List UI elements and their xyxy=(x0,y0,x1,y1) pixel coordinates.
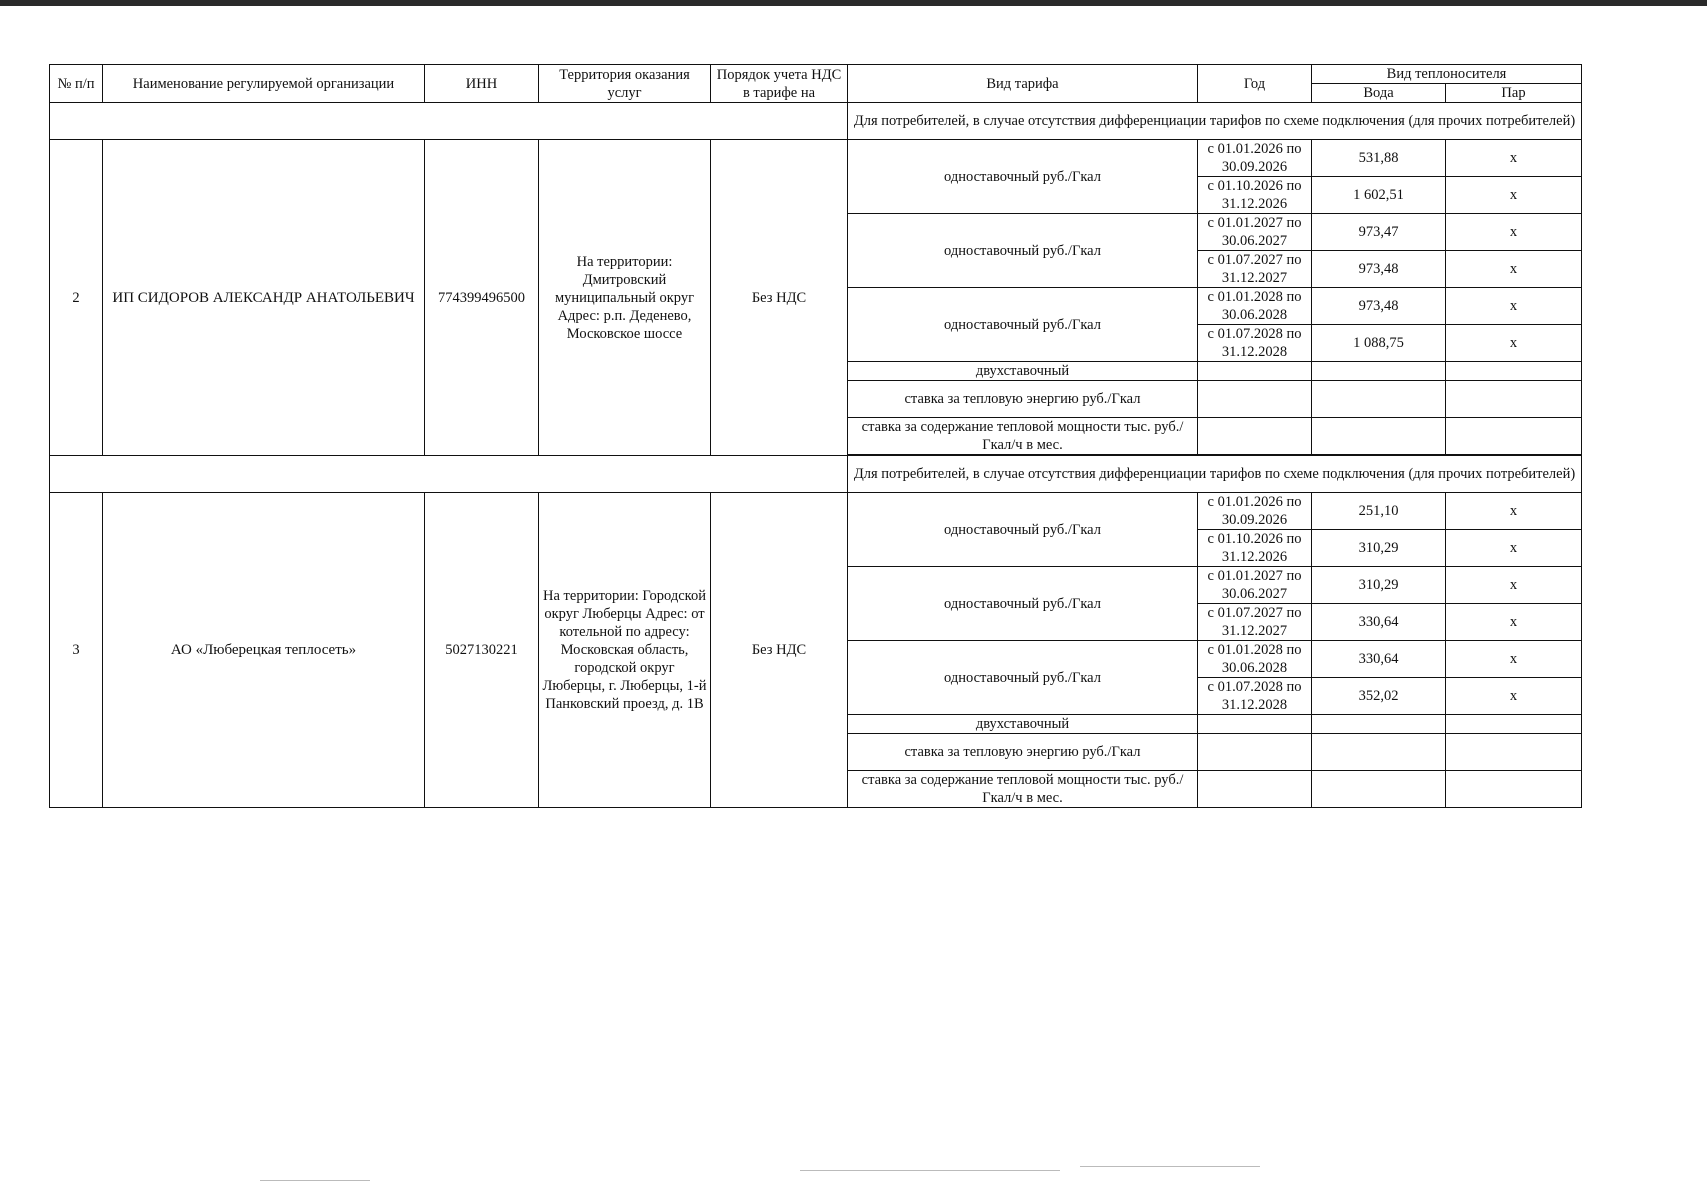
period-year: с 01.01.2027 по 30.06.2027 xyxy=(1198,214,1312,251)
empty-cell xyxy=(1446,715,1582,734)
tariff-table xyxy=(49,64,1582,808)
scan-top-edge xyxy=(0,0,1707,6)
water-value: 352,02 xyxy=(1312,678,1446,715)
org-num: 2 xyxy=(50,140,103,456)
section-row xyxy=(50,103,1582,140)
org-num: 3 xyxy=(50,493,103,808)
org-vat: Без НДС xyxy=(711,140,848,456)
org-territory: На территории: Городской округ Люберцы Адрес: от котельной по адресу: Московская область, городской округ Люберцы, г. Люберцы, 1-й Панковский проезд, д. 1В xyxy=(539,493,711,808)
empty-cell xyxy=(1446,771,1582,808)
table-header-row xyxy=(50,65,1582,84)
period-year: с 01.10.2026 по 31.12.2026 xyxy=(1198,177,1312,214)
org-vat: Без НДС xyxy=(711,493,848,808)
tariff-type-two-rate: двухставочный xyxy=(848,715,1198,734)
tariff-type-two-rate: двухставочный xyxy=(848,362,1198,381)
empty-cell xyxy=(1446,362,1582,381)
org-inn: 5027130221 xyxy=(425,493,539,808)
steam-value: х xyxy=(1446,567,1582,604)
period-year: с 01.01.2026 по 30.09.2026 xyxy=(1198,493,1312,530)
empty-cell xyxy=(1312,734,1446,771)
empty-cell xyxy=(1198,734,1312,771)
header-vat: Порядок учета НДС в тарифе на xyxy=(711,65,848,103)
org-territory: На территории: Дмитровский муниципальный округ Адрес: р.п. Деденево, Московское шоссе xyxy=(539,140,711,456)
empty-cell xyxy=(1446,734,1582,771)
tariff-type-one-rate: одноставочный руб./Гкал xyxy=(848,641,1198,715)
period-year: с 01.01.2028 по 30.06.2028 xyxy=(1198,288,1312,325)
water-value: 330,64 xyxy=(1312,641,1446,678)
water-value: 1 088,75 xyxy=(1312,325,1446,362)
tariff-energy-rate: ставка за тепловую энергию руб./Гкал xyxy=(848,734,1198,771)
water-value: 973,48 xyxy=(1312,251,1446,288)
tariff-type-one-rate: одноставочный руб./Гкал xyxy=(848,493,1198,567)
steam-value: х xyxy=(1446,678,1582,715)
steam-value: х xyxy=(1446,177,1582,214)
header-num: № п/п xyxy=(50,65,103,103)
section-row xyxy=(50,456,1582,493)
header-org: Наименование регулируемой организации xyxy=(103,65,425,103)
water-value: 310,29 xyxy=(1312,530,1446,567)
tariff-capacity-rate: ставка за содержание тепловой мощности тыс. руб./Гкал/ч в мес. xyxy=(848,771,1198,808)
header-territory: Территория оказания услуг xyxy=(539,65,711,103)
period-year: с 01.01.2026 по 30.09.2026 xyxy=(1198,140,1312,177)
water-value: 310,29 xyxy=(1312,567,1446,604)
section-label: Для потребителей, в случае отсутствия дифференциации тарифов по схеме подключения (для прочих потребителей) xyxy=(848,456,1582,493)
scan-artifact xyxy=(800,1170,1060,1171)
empty-cell xyxy=(1312,362,1446,381)
steam-value: х xyxy=(1446,288,1582,325)
empty-cell xyxy=(1198,771,1312,808)
header-carrier: Вид теплоносителя xyxy=(1312,65,1582,84)
empty-cell xyxy=(1198,381,1312,418)
tariff-capacity-rate: ставка за содержание тепловой мощности тыс. руб./Гкал/ч в мес. xyxy=(848,418,1198,455)
steam-value: х xyxy=(1446,641,1582,678)
steam-value: х xyxy=(1446,325,1582,362)
water-value: 973,47 xyxy=(1312,214,1446,251)
period-year: с 01.07.2027 по 31.12.2027 xyxy=(1198,251,1312,288)
water-value: 251,10 xyxy=(1312,493,1446,530)
period-year: с 01.07.2028 по 31.12.2028 xyxy=(1198,678,1312,715)
tariff-type-one-rate: одноставочный руб./Гкал xyxy=(848,140,1198,214)
section-blank xyxy=(50,456,848,493)
empty-cell xyxy=(1312,381,1446,418)
header-inn: ИНН xyxy=(425,65,539,103)
empty-cell xyxy=(1312,418,1446,455)
org-name: ИП СИДОРОВ АЛЕКСАНДР АНАТОЛЬЕВИЧ xyxy=(103,140,425,456)
empty-cell xyxy=(1312,715,1446,734)
steam-value: х xyxy=(1446,140,1582,177)
period-year: с 01.07.2028 по 31.12.2028 xyxy=(1198,325,1312,362)
steam-value: х xyxy=(1446,604,1582,641)
header-tariff-type: Вид тарифа xyxy=(848,65,1198,103)
empty-cell xyxy=(1198,418,1312,455)
empty-cell xyxy=(1198,362,1312,381)
header-water: Вода xyxy=(1312,84,1446,103)
tariff-type-one-rate: одноставочный руб./Гкал xyxy=(848,214,1198,288)
table-row xyxy=(50,493,1582,530)
tariff-type-one-rate: одноставочный руб./Гкал xyxy=(848,288,1198,362)
period-year: с 01.01.2028 по 30.06.2028 xyxy=(1198,641,1312,678)
empty-cell xyxy=(1312,771,1446,808)
section-blank xyxy=(50,103,848,140)
period-year: с 01.10.2026 по 31.12.2026 xyxy=(1198,530,1312,567)
steam-value: х xyxy=(1446,214,1582,251)
steam-value: х xyxy=(1446,493,1582,530)
header-year: Год xyxy=(1198,65,1312,103)
section-label: Для потребителей, в случае отсутствия дифференциации тарифов по схеме подключения (для прочих потребителей) xyxy=(848,103,1582,140)
empty-cell xyxy=(1198,715,1312,734)
water-value: 1 602,51 xyxy=(1312,177,1446,214)
period-year: с 01.01.2027 по 30.06.2027 xyxy=(1198,567,1312,604)
scan-artifact xyxy=(260,1180,370,1181)
scan-artifact xyxy=(1080,1166,1260,1167)
steam-value: х xyxy=(1446,530,1582,567)
period-year: с 01.07.2027 по 31.12.2027 xyxy=(1198,604,1312,641)
tariff-energy-rate: ставка за тепловую энергию руб./Гкал xyxy=(848,381,1198,418)
water-value: 531,88 xyxy=(1312,140,1446,177)
org-inn: 774399496500 xyxy=(425,140,539,456)
tariff-type-one-rate: одноставочный руб./Гкал xyxy=(848,567,1198,641)
table-row xyxy=(50,140,1582,177)
water-value: 973,48 xyxy=(1312,288,1446,325)
empty-cell xyxy=(1446,418,1582,455)
water-value: 330,64 xyxy=(1312,604,1446,641)
header-steam: Пар xyxy=(1446,84,1582,103)
empty-cell xyxy=(1446,381,1582,418)
org-name: АО «Люберецкая теплосеть» xyxy=(103,493,425,808)
steam-value: х xyxy=(1446,251,1582,288)
